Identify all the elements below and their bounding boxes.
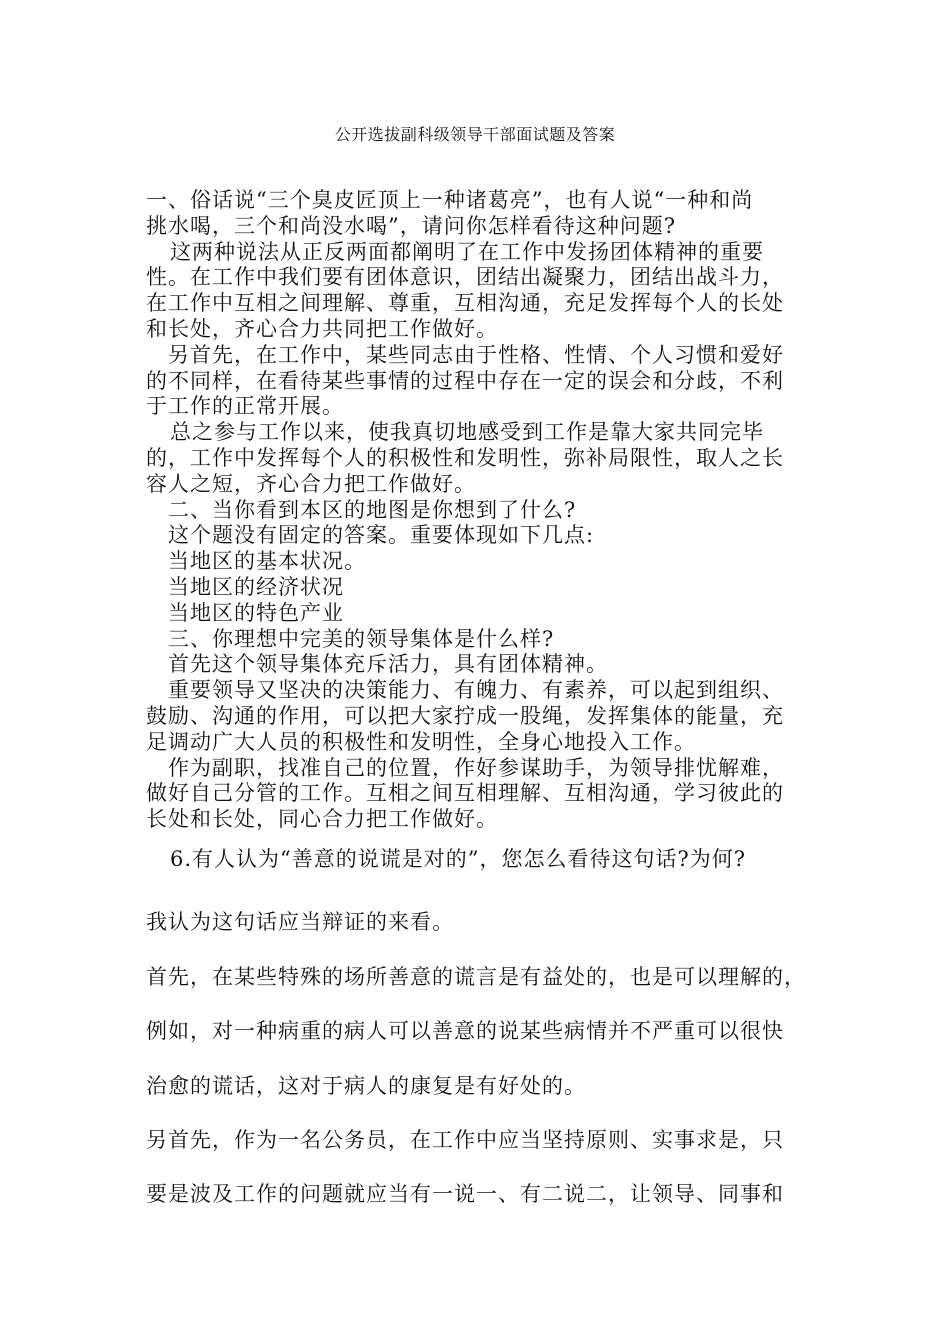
text-line: 这两种说法从正反两面都阐明了在工作中发扬团体精神的重要 bbox=[170, 239, 764, 264]
answer-line: 首先，在某些特殊的场所善意的谎言是有益处的，也是可以理解的， bbox=[146, 965, 806, 989]
answer-line: 例如，对一种病重的病人可以善意的说某些病情并不严重可以很快 bbox=[146, 1019, 784, 1043]
text-line: 作为副职，找准自己的位置，作好参谋助手，为领导排忧解难， bbox=[168, 755, 784, 780]
answer-line: 另首先，作为一名公务员，在工作中应当坚持原则、实事求是，只 bbox=[146, 1128, 784, 1152]
text-line: 于工作的正常开展。 bbox=[146, 394, 344, 419]
text-line: 做好自己分管的工作。互相之间互相理解、互相沟通，学习彼此的 bbox=[146, 781, 784, 806]
text-line: 另首先，在工作中，某些同志由于性格、性情、个人习惯和爱好 bbox=[168, 342, 784, 367]
text-line: 当地区的经济状况 bbox=[168, 574, 344, 599]
text-line: 这个题没有固定的答案。重要体现如下几点: bbox=[168, 523, 595, 548]
text-line: 足调动广大人员的积极性和发明性，全身心地投入工作。 bbox=[146, 729, 696, 754]
text-line: 性。在工作中我们要有团体意识，团结出凝聚力，团结出战斗力， bbox=[146, 265, 784, 290]
text-line: 的，工作中发挥每个人的积极性和发明性，弥补局限性，取人之长 bbox=[146, 445, 784, 470]
section-one bbox=[146, 188, 816, 833]
answer-line: 要是波及工作的问题就应当有一说一、有二说二，让领导、同事和 bbox=[146, 1182, 784, 1206]
text-line: 和长处，齐心合力共同把工作做好。 bbox=[146, 316, 498, 341]
text-line: 当地区的特色产业 bbox=[168, 600, 344, 625]
text-line: 重要领导又坚决的决策能力、有魄力、有素养，可以起到组织、 bbox=[168, 678, 784, 703]
document-title: 公开选拔副科级领导干部面试题及答案 bbox=[334, 125, 616, 144]
answer-line: 治愈的谎话，这对于病人的康复是有好处的。 bbox=[146, 1074, 586, 1098]
text-line: 总之参与工作以来，使我真切地感受到工作是靠大家共同完毕 bbox=[170, 420, 764, 445]
answer-line: 我认为这句话应当辩证的来看。 bbox=[146, 910, 454, 934]
text-line: 在工作中互相之间理解、尊重，互相沟通，充足发挥每个人的长处 bbox=[146, 291, 784, 316]
text-line: 容人之短，齐心合力把工作做好。 bbox=[146, 471, 476, 496]
text-line: 的不同样，在看待某些事情的过程中存在一定的误会和分歧，不利 bbox=[146, 368, 784, 393]
text-line: 二、当你看到本区的地图是你想到了什么? bbox=[168, 497, 577, 522]
text-line: 一、俗话说“三个臭皮匠顶上一种诸葛亮”，也有人说“一种和尚 bbox=[146, 188, 754, 212]
text-line: 长处和长处，同心合力把工作做好。 bbox=[146, 807, 498, 832]
text-line: 当地区的基本状况。 bbox=[168, 549, 366, 574]
text-line: 三、你理想中完美的领导集体是什么样? bbox=[168, 626, 555, 651]
text-line: 鼓励、沟通的作用，可以把大家拧成一股绳，发挥集体的能量，充 bbox=[146, 703, 784, 728]
question-six-line: 6.有人认为“善意的说谎是对的”，您怎么看待这句话?为何? bbox=[170, 847, 747, 871]
text-line: 挑水喝，三个和尚没水喝”，请问你怎样看待这种问题? bbox=[146, 213, 676, 238]
text-line: 首先这个领导集体充斥活力，具有团体精神。 bbox=[168, 652, 608, 677]
